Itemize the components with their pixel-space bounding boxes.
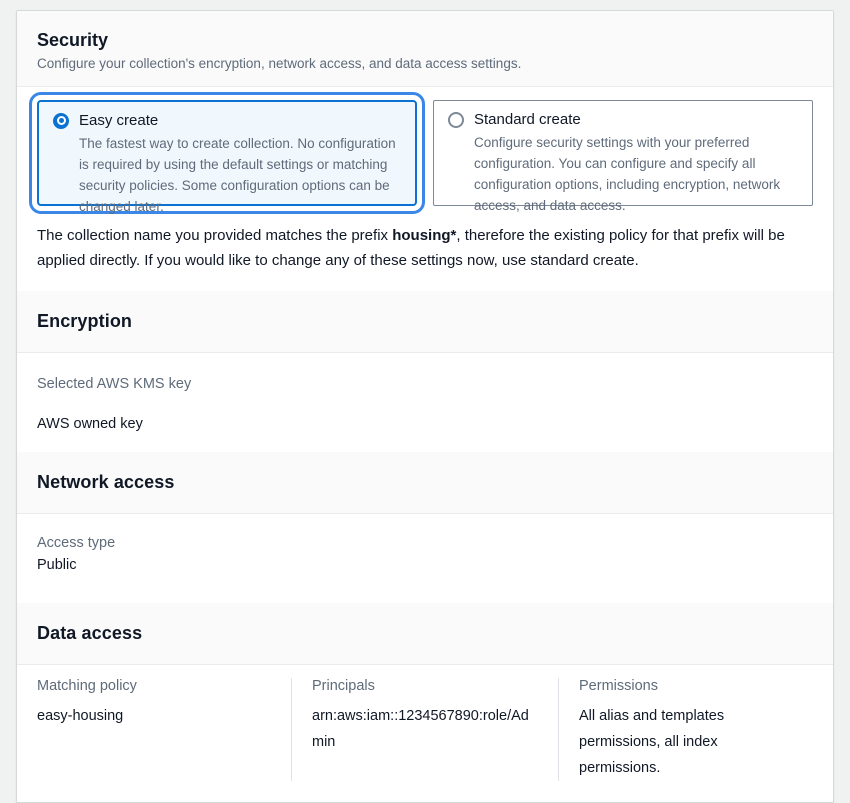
page-title: Security — [37, 30, 109, 50]
standard-create-label: Standard create — [474, 111, 581, 128]
network-access-header — [17, 452, 833, 514]
encryption-header — [17, 291, 833, 353]
radio-selected-icon[interactable] — [53, 113, 69, 129]
easy-create-focus-ring — [29, 92, 425, 214]
kms-key-value: AWS owned key — [37, 416, 143, 432]
standard-create-description: Configure security settings with your preferred configuration. You can configure and specify all configuration options, including encryption, network access, and data access. — [474, 135, 781, 214]
data-access-content — [17, 665, 833, 802]
prefix-highlight: housing* — [392, 227, 457, 244]
network-access-title: Network access — [37, 472, 175, 492]
page-subtitle: Configure your collection's encryption, network access, and data access settings. — [37, 56, 522, 71]
network-access-content — [17, 514, 833, 603]
prefix-match-note: The collection name you provided matches the prefix housing*, therefore the existing policy for that prefix will be applied directly. If you would like to change any of these settings now, use standard create. — [37, 227, 785, 269]
easy-create-label: Easy create — [79, 112, 159, 129]
permissions-label: Permissions — [579, 678, 658, 694]
easy-create-description: The fastest way to create collection. No configuration is required by using the default settings or matching security policies. Some configuration options can be changed later. — [79, 136, 396, 215]
matching-policy-column — [37, 678, 291, 781]
principals-value: arn:aws:iam::1234567890:role/Admin — [312, 708, 529, 750]
principals-column — [291, 678, 558, 781]
encryption-content — [17, 353, 833, 452]
radio-unselected-icon[interactable] — [448, 112, 464, 128]
permissions-column — [558, 678, 813, 781]
security-header — [17, 11, 833, 87]
principals-label: Principals — [312, 678, 375, 694]
standard-create-tile[interactable] — [433, 100, 813, 214]
create-options-area — [17, 87, 833, 291]
data-access-title: Data access — [37, 623, 143, 643]
access-type-value: Public — [37, 557, 77, 573]
permissions-value: All alias and templates permissions, all index permissions. — [579, 708, 725, 776]
matching-policy-label: Matching policy — [37, 678, 137, 694]
access-type-label: Access type — [37, 535, 116, 551]
kms-key-label: Selected AWS KMS key — [37, 376, 192, 392]
easy-create-tile[interactable] — [37, 100, 417, 215]
security-panel — [16, 10, 834, 803]
matching-policy-value: easy-housing — [37, 708, 124, 724]
encryption-title: Encryption — [37, 311, 133, 331]
data-access-header — [17, 603, 833, 665]
